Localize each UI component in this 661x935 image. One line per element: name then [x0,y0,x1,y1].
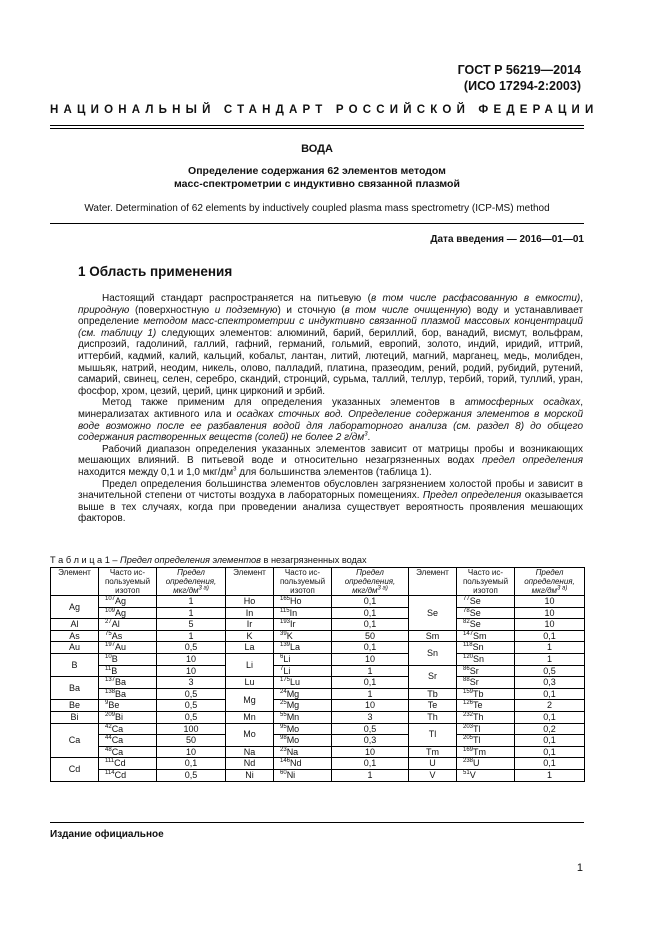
isotope-cell: $^{146}$Nd [274,758,332,770]
title-rule [50,223,584,224]
isotope-cell: $^{55}$Mn [274,711,332,723]
table-row [51,711,585,723]
table-row [51,630,585,642]
element-cell: Mo [226,723,274,746]
table-header-row [51,568,585,596]
table-row [51,642,585,654]
isotope-cell: $^{48}$Ca [99,746,157,758]
element-cell: Tm [409,746,457,758]
limit-cell: 0,5 [157,688,226,700]
isotope-cell: $^{232}$Th [457,711,515,723]
isotope-cell: $^{114}$Cd [99,769,157,781]
limit-cell: 10 [157,746,226,758]
isotope-cell: $^{82}$Se [457,619,515,631]
element-cell: La [226,642,274,654]
isotope-cell: $^{107}$Ag [99,596,157,608]
header-isotope: Часто ис- пользуемый изотоп [99,568,157,596]
element-cell: Lu [226,677,274,689]
element-cell: Se [409,596,457,631]
isotope-cell: $^{209}$Bi [99,711,157,723]
limit-cell: 0,1 [515,688,585,700]
limit-cell: 100 [157,723,226,735]
limit-cell: 0,1 [515,630,585,642]
limit-cell: 1 [332,665,409,677]
element-cell: Te [409,700,457,712]
isotope-cell: $^{39}$K [274,630,332,642]
isotope-cell: $^{98}$Mo [274,735,332,747]
doc-subtitle-line-1: Определение содержания 62 элементов методом [188,165,446,177]
header-isotope: Часто ис- пользуемый изотоп [274,568,332,596]
standard-code: ГОСТ Р 56219—2014 [457,63,581,77]
isotope-cell: $^{169}$Tm [457,746,515,758]
introduction-date: Дата введения — 2016—01—01 [430,234,584,245]
paragraph-3: Рабочий диапазон определения указанных элементов зависит от матрицы пробы и возникающих мешающих влияний. В питьевой воде и относительно незагрязненных водах предел определения находится между 0,1 и 1,0 мкг/$дм^3$ для большинства элементов (таблица 1). [78,443,583,478]
table-row [51,746,585,758]
element-cell: As [51,630,99,642]
footer-rule [50,822,584,823]
table-row [51,607,585,619]
table-row [51,769,585,781]
table-row [51,735,585,747]
limit-cell: 0,1 [332,677,409,689]
limit-cell: 0,1 [332,596,409,608]
limit-cell: 10 [332,700,409,712]
isotope-cell: $^{175}$Lu [274,677,332,689]
isotope-cell: $^{42}$Ca [99,723,157,735]
isotope-cell: $^{159}$Tb [457,688,515,700]
isotope-cell: $^{95}$Mo [274,723,332,735]
isotope-cell: $^{77}$Se [457,596,515,608]
element-cell: Ho [226,596,274,608]
official-edition-label: Издание официальное [50,829,164,840]
isotope-cell: $^{126}$Te [457,700,515,712]
isotope-cell: $^{88}$Sr [457,677,515,689]
limit-cell: 0,3 [332,735,409,747]
limit-cell: 10 [157,665,226,677]
element-cell: Tl [409,723,457,746]
isotope-cell: $^9$Be [99,700,157,712]
element-cell: Mg [226,688,274,711]
limit-cell: 0,1 [515,711,585,723]
limit-cell: 5 [157,619,226,631]
limit-cell: 0,5 [157,769,226,781]
limit-cell: 10 [332,653,409,665]
paragraph-4: Предел определения большинства элементов обусловлен загрязнением холостой пробы и зависит в значительной степени от чистоты воздуха в лабораторных помещениях. Предел определения оказывается выше в тех случаях, когда при проведении анализа существует вероятность проявления мешающих факторов. [78,478,584,525]
isotope-cell: $^{25}$Mg [274,700,332,712]
table-row [51,677,585,689]
isotope-cell: $^{193}$Ir [274,619,332,631]
limit-cell: 3 [157,677,226,689]
limit-cell: 0,1 [157,758,226,770]
limit-cell: 50 [157,735,226,747]
element-cell: Ag [51,596,99,619]
isotope-cell: $^{78}$Se [457,607,515,619]
isotope-cell: $^{137}$Ba [99,677,157,689]
element-cell: Sm [409,630,457,642]
isotope-cell: $^{165}$Ho [274,596,332,608]
isotope-cell: $^{60}$Ni [274,769,332,781]
elements-table [50,567,585,782]
limit-cell: 50 [332,630,409,642]
isotope-cell: $^{115}$In [274,607,332,619]
limit-cell: 10 [515,607,585,619]
paragraph-1: Настоящий стандарт распространяется на питьевую (в том числе расфасованную в емкости), природную (поверхностную и подземную) и сточную (в том числе очищенную) воду и устанавливает определение методом масс-спектрометрии с индуктивно связанной плазмой массовых концентраций (см. таблицу 1) следующих элементов: алюминий, барий, бериллий, бор, ванадий, висмут, вольфрам, диспрозий, гадолиний, галлий, гафний, германий, гольмий, европий, золото, индий, иридий, иттрий, иттербий, кадмий, калий, кальций, кобальт, лантан, литий, лютеций, магний, марганец, медь, молибден, мышьяк, натрий, неодим, никель, олово, палладий, платина, празеодим, рений, родий, рубидий, рутений, самарий, свинец, селен, серебро, скандий, стронций, сурьма, таллий, теллур, тербий, торий, туллий, уран, фосфор, хром, цезий, церий, цинк цирконий и эрбий. [78,293,584,397]
header-element: Элемент [226,568,274,596]
isotope-cell: $^{44}$Ca [99,735,157,747]
element-cell: Li [226,653,274,676]
limit-cell: 1 [515,653,585,665]
isotope-cell: $^6$Li [274,653,332,665]
isotope-cell: $^{23}$Na [274,746,332,758]
limit-cell: 0,3 [515,677,585,689]
element-cell: Ca [51,723,99,758]
element-cell: Cd [51,758,99,781]
limit-cell: 0,1 [332,758,409,770]
element-cell: Ni [226,769,274,781]
table-row [51,723,585,735]
limit-cell: 1 [157,607,226,619]
section-body [78,293,583,525]
table-row [51,665,585,677]
doc-title: ВОДА [301,143,333,155]
isotope-cell: $^{109}$Ag [99,607,157,619]
element-cell: In [226,607,274,619]
limit-cell: 0,2 [515,723,585,735]
isotope-cell: $^{24}$Mg [274,688,332,700]
element-cell: Ir [226,619,274,631]
table-row [51,619,585,631]
banner-rule-top [50,125,584,126]
element-cell: Ba [51,677,99,700]
isotope-cell: $^7$Li [274,665,332,677]
limit-cell: 10 [332,746,409,758]
element-cell: B [51,653,99,676]
banner-rule-bottom [50,128,584,129]
limit-cell: 1 [332,769,409,781]
element-cell: Sn [409,642,457,665]
element-cell: Nd [226,758,274,770]
limit-cell: 0,1 [515,746,585,758]
isotope-cell: $^{138}$Ba [99,688,157,700]
limit-cell: 0,5 [157,700,226,712]
element-cell: Th [409,711,457,723]
isotope-cell: $^{27}$Al [99,619,157,631]
limit-cell: 0,5 [157,642,226,654]
limit-cell: 0,5 [515,665,585,677]
limit-cell: 0,1 [332,607,409,619]
table-row [51,596,585,608]
element-cell: Be [51,700,99,712]
limit-cell: 1 [157,630,226,642]
table-caption: Т а б л и ц а 1 – Предел определения элементов в незагрязненных водах [50,555,367,565]
element-cell: U [409,758,457,770]
limit-cell: 0,5 [157,711,226,723]
isotope-cell: $^{75}$As [99,630,157,642]
national-standard-banner: НАЦИОНАЛЬНЫЙ СТАНДАРТ РОССИЙСКОЙ ФЕДЕРАЦИИ [50,104,599,116]
isotope-cell: $^{51}$V [457,769,515,781]
limit-cell: 1 [515,642,585,654]
element-cell: Na [226,746,274,758]
limit-cell: 1 [157,596,226,608]
element-cell: Mn [226,711,274,723]
element-cell: Bi [51,711,99,723]
element-cell: Sr [409,665,457,688]
isotope-cell: $^{10}$B [99,653,157,665]
limit-cell: 0,1 [515,735,585,747]
element-cell: Tb [409,688,457,700]
doc-subtitle [50,165,584,191]
limit-cell: 0,1 [332,642,409,654]
isotope-cell: $^{203}$Tl [457,723,515,735]
limit-cell: 1 [332,688,409,700]
element-cell: K [226,630,274,642]
limit-cell: 0,5 [332,723,409,735]
header-limit: Предел определения, мкг/$дм^{3 а)}$ [157,568,226,596]
header-limit: Предел определения, мкг/$дм^{3 а)}$ [515,568,585,596]
element-cell: Al [51,619,99,631]
limit-cell: 0,1 [332,619,409,631]
isotope-cell: $^{86}$Sr [457,665,515,677]
iso-code: (ИСО 17294-2:2003) [463,79,581,93]
standard-header [281,62,581,94]
isotope-cell: $^{120}$Sn [457,653,515,665]
isotope-cell: $^{147}$Sm [457,630,515,642]
section-heading: 1 Область применения [78,264,233,279]
limit-cell: 2 [515,700,585,712]
limit-cell: 10 [515,619,585,631]
isotope-cell: $^{111}$Cd [99,758,157,770]
element-cell: Au [51,642,99,654]
header-limit: Предел определения, мкг/$дм^{3 а)}$ [332,568,409,596]
doc-title-english: Water. Determination of 62 elements by inductively coupled plasma mass spectrometry (ICP-MS) method [84,203,550,214]
isotope-cell: $^{11}$B [99,665,157,677]
table-row [51,653,585,665]
table-row [51,700,585,712]
table-body [51,596,585,782]
limit-cell: 1 [515,769,585,781]
isotope-cell: $^{139}$La [274,642,332,654]
paragraph-2: Метод также применим для определения указанных элементов в атмосферных осадках, минерализатах активного ила и осадках сточных вод. Определение содержания элементов в морской воде возможно после ее разбавления водой для лабораторного анализа (см. раздел 8) до общего содержания растворенных веществ (солей) не более 2 $г/дм^3$. [78,397,584,444]
limit-cell: 10 [515,596,585,608]
limit-cell: 10 [157,653,226,665]
header-isotope: Часто ис- пользуемый изотоп [457,568,515,596]
doc-subtitle-line-2: масс-спектрометрии с индуктивно связанной плазмой [174,178,460,190]
element-cell: V [409,769,457,781]
page-number: 1 [576,862,583,874]
limit-cell: 0,1 [515,758,585,770]
isotope-cell: $^{197}$Au [99,642,157,654]
table-row [51,758,585,770]
isotope-cell: $^{205}$Tl [457,735,515,747]
limit-cell: 3 [332,711,409,723]
isotope-cell: $^{118}$Sn [457,642,515,654]
table-row [51,688,585,700]
header-element: Элемент [51,568,99,596]
isotope-cell: $^{238}$U [457,758,515,770]
header-element: Элемент [409,568,457,596]
